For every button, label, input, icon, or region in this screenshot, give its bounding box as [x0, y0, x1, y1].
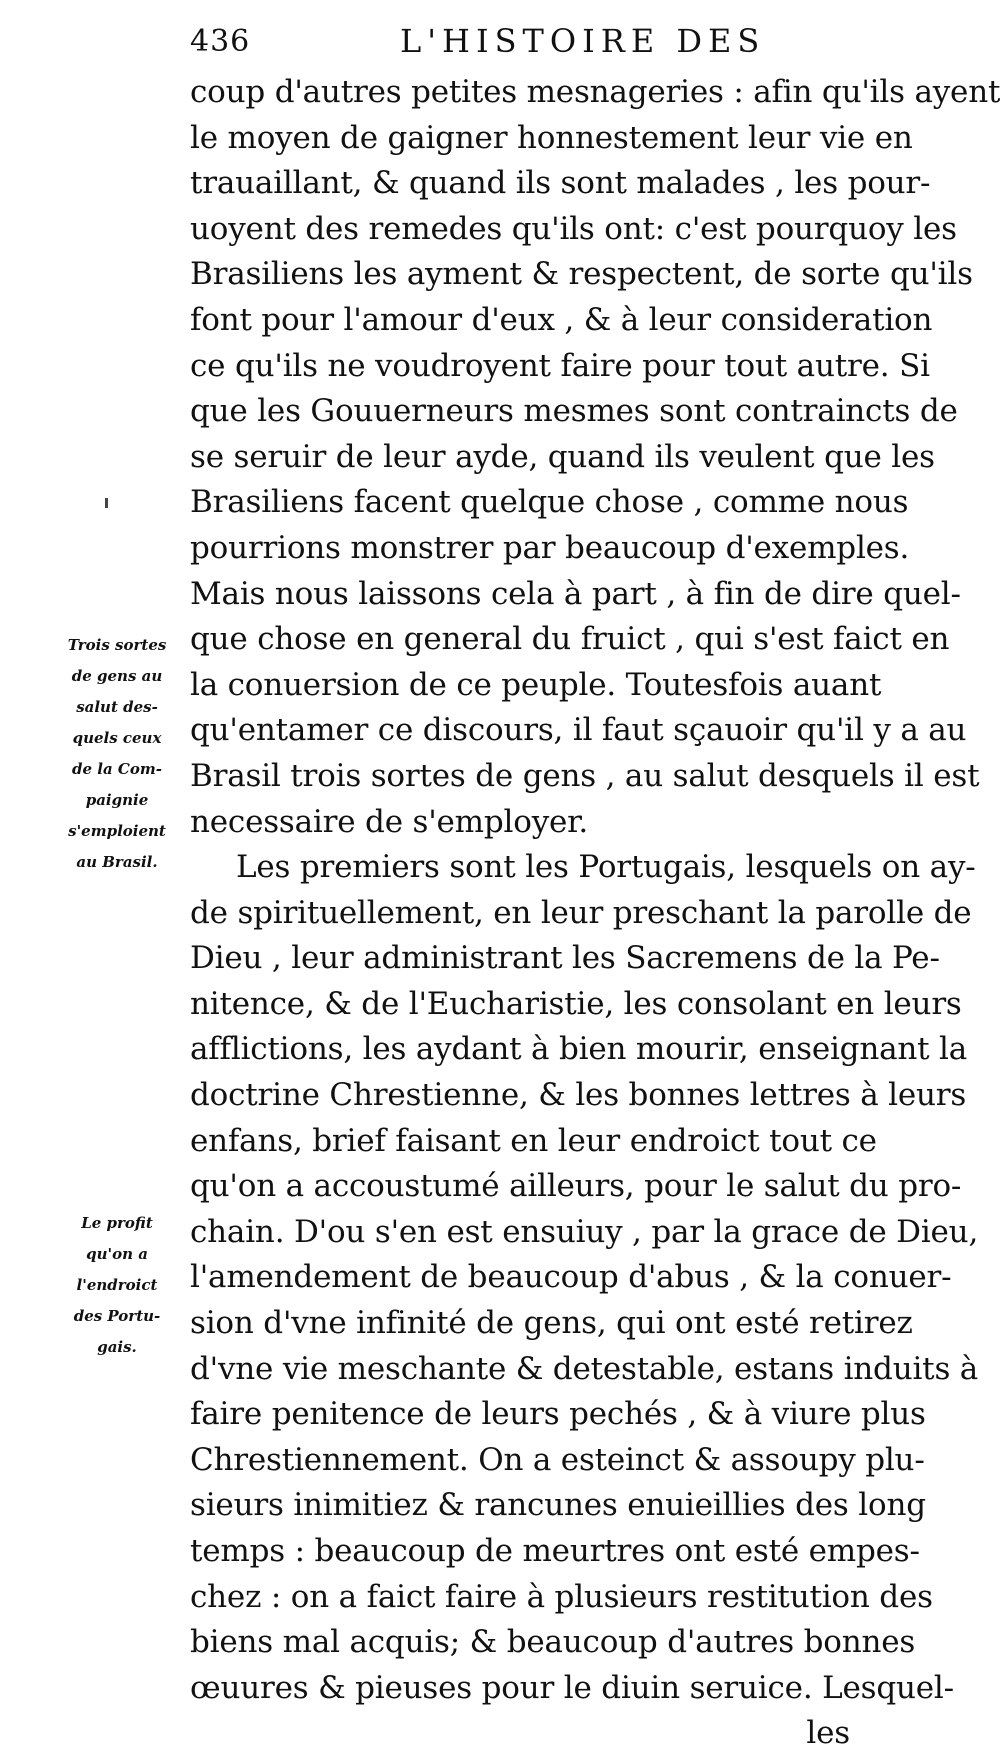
text-line: qu'on a accoustumé ailleurs, pour le salut du pro- — [190, 1168, 962, 1205]
catchword: les — [806, 1715, 850, 1752]
text-line: d'vne vie meschante & detestable, estans induits à — [190, 1350, 979, 1387]
margin-note-line: paignie — [85, 791, 149, 809]
margin-note-le-profit — [48, 1208, 186, 1363]
text-line: afflictions, les aydant à bien mourir, enseignant la — [190, 1031, 968, 1068]
text-line: coup d'autres petites mesnageries : afin qu'ils ayent — [190, 74, 1000, 110]
margin-note-line: gais. — [97, 1338, 137, 1356]
margin-note-trois-sortes — [48, 630, 186, 878]
text-line: temps : beaucoup de meurtres ont esté empes- — [190, 1533, 920, 1569]
text-line: enfans, brief faisant en leur endroict tout ce — [190, 1122, 877, 1159]
text-line: ce qu'ils ne voudroyent faire pour tout autre. Si — [190, 347, 930, 384]
text-line: Brasil trois sortes de gens , au salut desquels il est — [190, 757, 980, 794]
margin-note-line: de gens au — [71, 667, 163, 685]
ink-speck — [105, 498, 108, 508]
text-line: nitence, & de l'Eucharistie, les consolant en leurs — [190, 985, 962, 1022]
margin-note-line: de la Com- — [72, 760, 162, 778]
page-header — [190, 18, 840, 66]
text-line: que chose en general du fruict , qui s'est faict en — [190, 621, 950, 658]
margin-note-line: s'emploient — [68, 822, 166, 840]
text-line: necessaire de s'employer. — [190, 803, 589, 840]
text-line: Brasiliens les ayment & respectent, de sorte qu'ils — [190, 256, 973, 293]
text-line: font pour l'amour d'eux , & à leur consideration — [190, 301, 933, 338]
text-line: se seruir de leur ayde, quand ils veulent que les — [190, 438, 935, 475]
text-line: œuures & pieuses pour le diuin seruice. Lesquel- — [190, 1669, 954, 1706]
running-head: L'HISTOIRE DES — [400, 22, 766, 60]
margin-note-line: Le profit — [81, 1214, 153, 1232]
text-line: chez : on a faict faire à plusieurs restitution des — [190, 1578, 933, 1615]
page-number: 436 — [190, 24, 251, 59]
text-line: trauaillant, & quand ils sont malades , les pour- — [190, 165, 931, 202]
text-line: sion d'vne infinité de gens, qui ont esté retirez — [190, 1305, 913, 1342]
margin-note-line: des Portu- — [73, 1307, 161, 1325]
text-line: Dieu , leur administrant les Sacremens de la Pe- — [190, 940, 940, 977]
text-line: uoyent des remedes qu'ils ont: c'est pourquoy les — [190, 210, 957, 247]
text-line: doctrine Chrestienne, & les bonnes lettres à leurs — [190, 1077, 967, 1114]
text-line: le moyen de gaigner honnestement leur vie en — [190, 119, 913, 156]
margin-note-line: Trois sortes — [67, 636, 167, 654]
text-line: la conuersion de ce peuple. Toutesfois auant — [190, 666, 882, 703]
margin-note-line: l'endroict — [76, 1276, 158, 1294]
text-line: l'amendement de beaucoup d'abus , & la conuer- — [190, 1259, 952, 1296]
text-line: Mais nous laissons cela à part , à fin de dire quel- — [190, 575, 961, 612]
text-line: qu'entamer ce discours, il faut sçauoir qu'il y a au — [190, 712, 967, 749]
margin-note-line: qu'on a — [86, 1245, 148, 1263]
margin-note-line: au Brasil. — [76, 853, 158, 871]
text-line: chain. D'ou s'en est ensuiuy , par la grace de Dieu, — [190, 1213, 979, 1250]
margin-note-line: salut des- — [76, 698, 158, 716]
text-line: Chrestiennement. On a esteinct & assoupy plu- — [190, 1441, 925, 1478]
text-line: faire penitence de leurs pechés , & à viure plus — [190, 1396, 926, 1433]
text-line: pourrions monstrer par beaucoup d'exemples. — [190, 529, 910, 566]
main-text-block — [190, 70, 1000, 1757]
text-line: Brasiliens facent quelque chose , comme nous — [190, 484, 909, 521]
paragraph-start-line: Les premiers sont les Portugais, lesquels on ay- — [236, 849, 976, 886]
text-line: que les Gouuerneurs mesmes sont contraincts de — [190, 393, 958, 430]
text-line: sieurs inimitiez & rancunes enuieillies des long — [190, 1487, 926, 1524]
margin-note-line: quels ceux — [72, 729, 162, 747]
text-line: biens mal acquis; & beaucoup d'autres bonnes — [190, 1624, 916, 1661]
text-line: de spirituellement, en leur preschant la parolle de — [190, 894, 972, 931]
